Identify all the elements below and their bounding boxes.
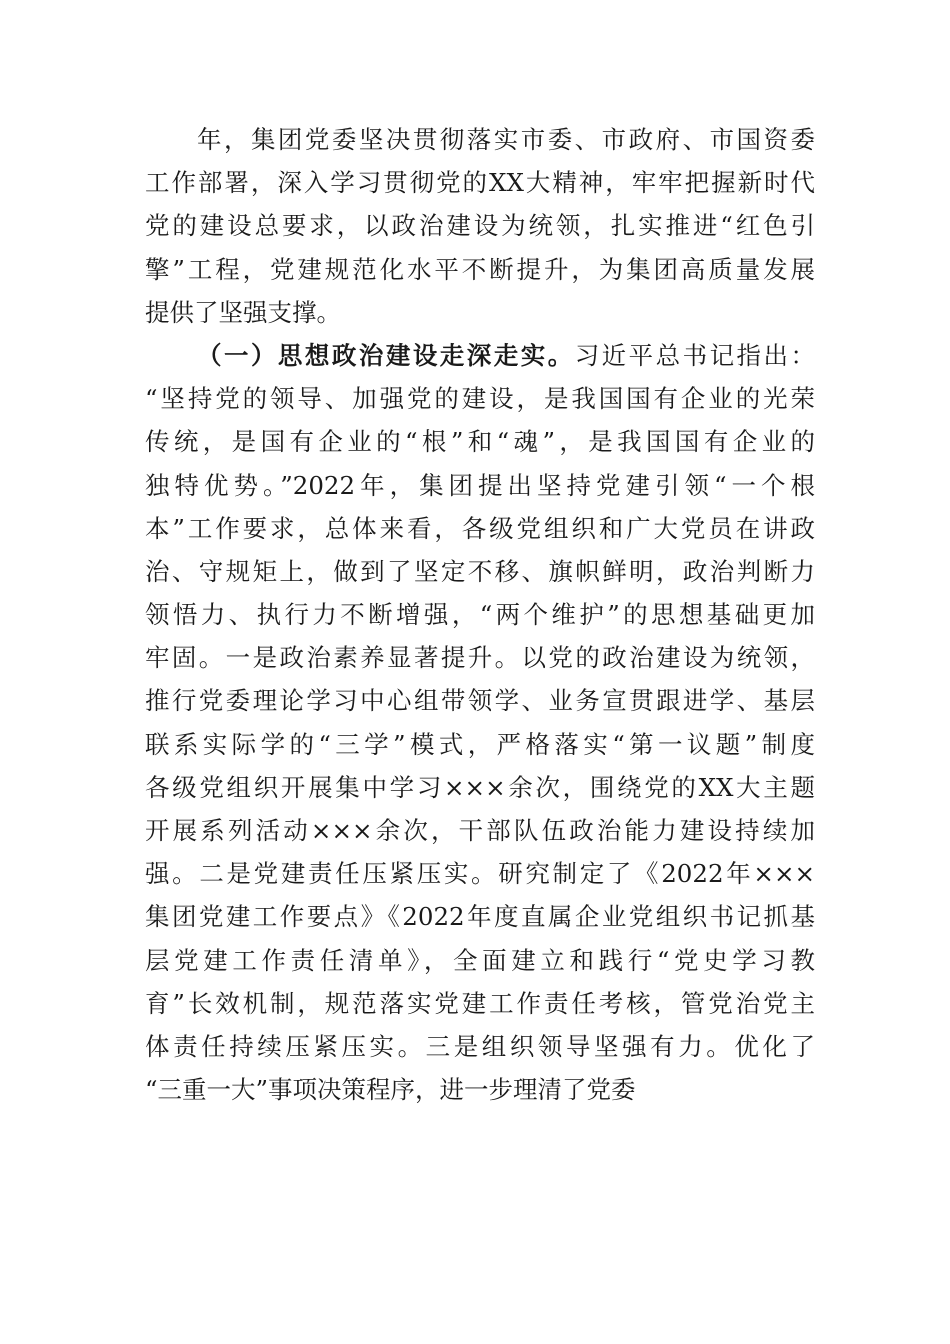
paragraph-line: 育”长效机制，规范落实党建工作责任考核，管党治党主 (145, 988, 815, 1018)
paragraph-line: 强。二是党建责任压紧压实。研究制定了《2022年××× (145, 859, 815, 889)
paragraph-line: 开展系列活动×××余次，干部队伍政治能力建设持续加 (145, 816, 815, 845)
paragraph-line: 擎”工程，党建规范化水平不断提升，为集团高质量发展 (145, 254, 815, 284)
paragraph-line: 体责任持续压紧压实。三是组织领导坚强有力。优化了 (145, 1031, 815, 1061)
document-body (145, 118, 815, 1111)
paragraph-line: 提供了坚强支撑。 (145, 297, 341, 327)
paragraph-line: 领悟力、执行力不断增强，“两个维护”的思想基础更加 (145, 600, 815, 630)
paragraph-line: 传统，是国有企业的“根”和“魂”，是我国国有企业的 (145, 427, 815, 457)
paragraph-line: 治、守规矩上，做到了坚定不移、旗帜鲜明，政治判断力 (145, 556, 815, 586)
paragraph-line: 党的建设总要求，以政治建设为统领，扎实推进“红色引 (145, 211, 815, 241)
section-heading: （一）思想政治建设走深走实。 (197, 340, 575, 370)
paragraph-line: 年，集团党委坚决贯彻落实市委、市政府、市国资委 (197, 125, 815, 154)
paragraph-line: 独特优势。”2022年，集团提出坚持党建引领“一个根 (145, 470, 815, 500)
section-heading-line (145, 334, 815, 377)
paragraph-line: 工作部署，深入学习贯彻党的XX大精神，牢牢把握新时代 (145, 168, 815, 198)
paragraph-text: 习近平总书记指出： (574, 340, 816, 370)
paragraph-line: “三重一大”事项决策程序，进一步理清了党委 (145, 1075, 636, 1105)
paragraph-line: 集团党建工作要点》《2022年度直属企业党组织书记抓基 (145, 902, 815, 932)
paragraph-line: 牢固。一是政治素养显著提升。以党的政治建设为统领， (145, 643, 815, 673)
paragraph-line: 层党建工作责任清单》，全面建立和践行“党史学习教 (145, 945, 815, 975)
paragraph-line: 联系实际学的“三学”模式，严格落实“第一议题”制度 (145, 729, 815, 759)
paragraph-line: “坚持党的领导、加强党的建设，是我国国有企业的光荣 (145, 384, 815, 414)
paragraph-line: 各级党组织开展集中学习×××余次，围绕党的XX大主题 (145, 772, 815, 802)
paragraph-line: 本”工作要求，总体来看，各级党组织和广大党员在讲政 (145, 513, 815, 543)
paragraph-line: 推行党委理论学习中心组带领学、业务宣贯跟进学、基层 (145, 686, 815, 716)
